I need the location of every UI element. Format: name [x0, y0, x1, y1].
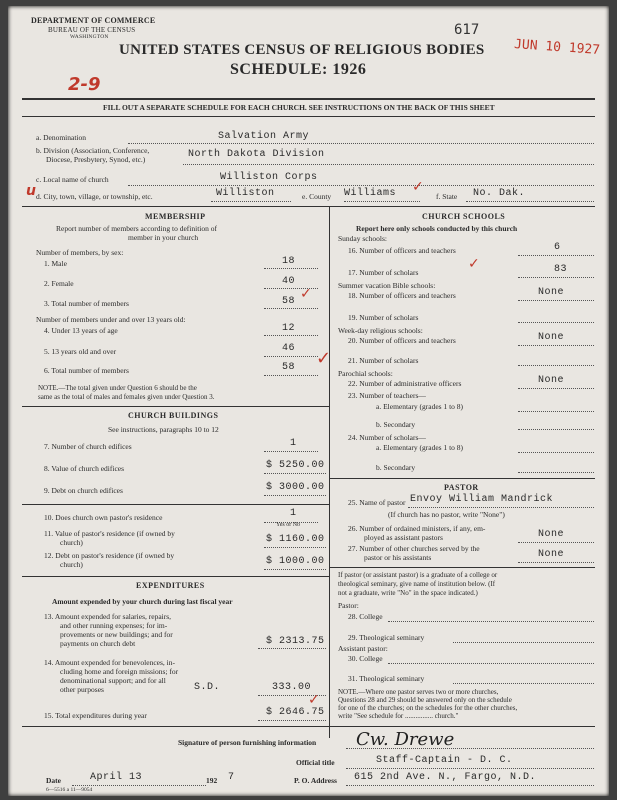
total-members-label: 3. Total number of members	[44, 299, 129, 308]
yes-no-hint: Yes or No	[276, 522, 301, 528]
bureau-name: BUREAU OF THE CENSUS	[48, 26, 136, 34]
other-churches-line	[518, 562, 594, 563]
city-label: d. City, town, village, or township, etc.	[36, 192, 153, 201]
denomination-label: a. Denomination	[36, 133, 86, 142]
buildings-mid-rule	[22, 504, 329, 505]
edifice-value-line	[264, 473, 326, 474]
over-13-label: 5. 13 years old and over	[44, 347, 117, 356]
residence-value-label-2: church)	[60, 538, 83, 547]
county-check-mark: ✓	[412, 179, 424, 195]
pastor-name-label: 25. Name of pastor	[348, 498, 406, 507]
pastor-residence-label: 10. Does church own pastor's residence	[44, 513, 163, 522]
state-label: f. State	[436, 192, 458, 201]
total-expenditures-amount: $ 2646.75	[266, 707, 325, 718]
ordained-ministers-label-2: ployed as assistant pastors	[364, 533, 443, 542]
residence-value-label: 11. Value of pastor's residence (if owned by	[44, 529, 175, 538]
official-title-value: Staff-Captain - D. C.	[376, 755, 513, 766]
membership-intro: Report number of members according to definition of	[56, 224, 217, 233]
membership-title: MEMBERSHIP	[145, 212, 206, 221]
total-age-label: 6. Total number of members	[44, 366, 129, 375]
female-value: 40	[282, 276, 296, 287]
summer-officers-line	[518, 300, 594, 301]
scholars-secondary-label: b. Secondary	[376, 463, 416, 472]
division-label-2: Diocese, Presbytery, Synod, etc.)	[46, 155, 146, 164]
sunday-scholars-label: 17. Number of scholars	[348, 268, 419, 277]
pastor-residence-value: 1	[290, 508, 297, 519]
buildings-title: CHURCH BUILDINGS	[128, 411, 219, 420]
summer-officers-value: None	[538, 287, 565, 298]
total-age-value: 58	[282, 362, 296, 373]
pastor-name-value: Envoy William Mandrick	[410, 494, 554, 505]
benevolences-amount: 333.00	[272, 682, 312, 693]
instructions-banner: FILL OUT A SEPARATE SCHEDULE FOR EACH CHURCH. SEE INSTRUCTIONS ON THE BACK OF THIS SHEET	[103, 103, 495, 112]
salaries-label-3: provements or new buildings; and for	[60, 630, 173, 639]
pastor-college-label: 28. College	[348, 612, 383, 621]
sunday-schools-label: Sunday schools:	[338, 234, 387, 243]
county-label: e. County	[302, 192, 332, 201]
division-label: b. Division (Association, Conference,	[36, 146, 150, 155]
local-name-value: Williston Corps	[220, 172, 318, 183]
salaries-amount: $ 2313.75	[266, 636, 325, 647]
grid-top-rule	[22, 206, 595, 207]
edifices-label: 7. Number of church edifices	[44, 442, 132, 451]
assistant-seminary-line	[453, 683, 594, 684]
teachers-secondary-line	[518, 429, 594, 430]
edifice-debt-amount: $ 3000.00	[266, 482, 325, 493]
center-divider	[329, 206, 330, 738]
red-check-mark: u	[26, 183, 36, 199]
edifice-value-label: 8. Value of church edifices	[44, 464, 125, 473]
schools-title: CHURCH SCHOOLS	[422, 212, 506, 221]
assistant-college-label: 30. College	[348, 654, 383, 663]
ordained-ministers-value: None	[538, 529, 565, 540]
scholars-elementary-label: a. Elementary (grades 1 to 8)	[376, 443, 464, 452]
edifices-line	[264, 451, 318, 452]
year-prefix: 192	[206, 776, 218, 785]
admin-officers-line	[518, 388, 594, 389]
official-title-label: Official title	[296, 758, 335, 767]
under-13-value: 12	[282, 323, 296, 334]
denomination-line	[128, 143, 594, 144]
parochial-schools-label: Parochial schools:	[338, 369, 393, 378]
weekday-officers-line	[518, 345, 594, 346]
total-expenditures-line	[258, 720, 326, 721]
pastor-college-line	[388, 621, 594, 622]
sunday-scholars-check: ✓	[468, 256, 480, 272]
graduate-note: If pastor (or assistant pastor) is a graduate of a college or	[338, 571, 498, 579]
residence-debt-label-2: church)	[60, 560, 83, 569]
summer-scholars-label: 19. Number of scholars	[348, 313, 419, 322]
benevolences-label-2: cluding home and foreign missions; for	[60, 667, 179, 676]
male-line	[264, 268, 318, 269]
form-subtitle: SCHEDULE: 1926	[230, 61, 367, 78]
salaries-label: 13. Amount expended for salaries, repairs,	[44, 612, 172, 621]
county-line	[344, 201, 420, 202]
weekday-officers-value: None	[538, 332, 565, 343]
denomination-value: Salvation Army	[218, 131, 310, 142]
pastor-title: PASTOR	[444, 483, 479, 492]
county-value: Williams	[344, 188, 397, 199]
sunday-officers-line	[518, 255, 594, 256]
signature-handwritten: Cw. Drewe	[356, 729, 455, 750]
date-value: April 13	[90, 772, 143, 783]
summer-scholars-line	[518, 322, 594, 323]
expenditures-title: EXPENDITURES	[136, 581, 205, 590]
benevolences-label-3: denominational support; and for all	[60, 676, 166, 685]
residence-debt-amount: $ 1000.00	[266, 556, 325, 567]
schools-intro: Report here only schools conducted by this church	[356, 224, 518, 233]
total-members-line	[264, 308, 318, 309]
state-value: No. Dak.	[473, 188, 526, 199]
local-name-label: c. Local name of church	[36, 175, 109, 184]
graduate-note-3: not a graduate, write "No" in the space indicated.)	[338, 589, 478, 597]
benevolences-label-4: other purposes	[60, 685, 104, 694]
census-schedule-document	[8, 6, 609, 796]
over-13-line	[264, 356, 318, 357]
received-date-stamp: JUN 10 1927	[513, 37, 601, 58]
sunday-scholars-value: 83	[554, 264, 568, 275]
pastor-seminary-label: 29. Theological seminary	[348, 633, 425, 642]
parochial-scholars-label: 24. Number of scholars—	[348, 433, 426, 442]
date-label: Date	[46, 776, 61, 785]
weekday-scholars-label: 21. Number of scholars	[348, 356, 419, 365]
summer-officers-label: 18. Number of officers and teachers	[348, 291, 456, 300]
bureau-location: WASHINGTON	[70, 34, 109, 40]
multiple-churches-note-2: Questions 28 and 29 should be answered only on the schedule	[338, 696, 512, 704]
weekday-scholars-line	[518, 365, 594, 366]
division-line	[183, 164, 594, 165]
multiple-churches-note-4: write "See schedule for ................ church."	[338, 712, 459, 720]
salaries-label-2: and other running expenses; for im-	[60, 621, 168, 630]
teachers-elementary-line	[518, 411, 594, 412]
edifice-debt-line	[264, 495, 326, 496]
benevolences-note: S.D.	[194, 682, 221, 693]
total-members-check: ✓	[300, 286, 312, 302]
over-13-value: 46	[282, 343, 296, 354]
grid-bottom-rule	[22, 726, 595, 727]
assistant-pastor-label: Assistant pastor:	[338, 644, 388, 653]
residence-value-line	[264, 547, 326, 548]
buildings-bottom-rule	[22, 576, 329, 577]
under-13-line	[264, 335, 318, 336]
salaries-line	[258, 648, 326, 649]
male-label: 1. Male	[44, 259, 67, 268]
members-by-sex-label: Number of members, by sex:	[36, 248, 124, 257]
multiple-churches-note-3: for one of the churches; on the schedules for the other churches,	[338, 704, 518, 712]
header-rule-bottom	[22, 116, 595, 117]
admin-officers-label: 22. Number of administrative officers	[348, 379, 462, 388]
pastor-name-line	[408, 507, 594, 508]
po-address-label: P. O. Address	[294, 776, 337, 785]
city-value: Williston	[216, 188, 275, 199]
edifices-value: 1	[290, 438, 297, 449]
assistant-seminary-label: 31. Theological seminary	[348, 674, 425, 683]
teachers-label: 23. Number of teachers—	[348, 391, 426, 400]
residence-value-amount: $ 1160.00	[266, 534, 325, 545]
pastor-seminary-line	[453, 642, 594, 643]
form-code: 6—5516 a 11—9054	[46, 787, 93, 793]
benevolences-label: 14. Amount expended for benevolences, in-	[44, 658, 176, 667]
residence-debt-label: 12. Debt on pastor's residence (if owned by	[44, 551, 175, 560]
female-label: 2. Female	[44, 279, 74, 288]
city-line	[211, 201, 291, 202]
pastor-rule	[329, 567, 595, 568]
sunday-officers-value: 6	[554, 242, 561, 253]
membership-bottom-rule	[22, 406, 329, 407]
date-line	[72, 785, 206, 786]
weekday-schools-label: Week-day religious schools:	[338, 326, 423, 335]
male-value: 18	[282, 256, 296, 267]
scholars-secondary-line	[518, 472, 594, 473]
edifice-debt-label: 9. Debt on church edifices	[44, 486, 123, 495]
other-churches-label-2: pastor or his assistants	[364, 553, 432, 562]
department-name: DEPARTMENT OF COMMERCE	[31, 16, 156, 25]
header-rule-top	[22, 98, 595, 100]
total-expenditures-label: 15. Total expenditures during year	[44, 711, 147, 720]
po-address-value: 615 2nd Ave. N., Fargo, N.D.	[354, 772, 537, 783]
po-address-line	[346, 785, 594, 786]
division-value: North Dakota Division	[188, 149, 325, 160]
sunday-scholars-line	[518, 277, 594, 278]
residence-debt-line	[264, 569, 326, 570]
state-line	[466, 201, 594, 202]
salaries-label-4: payments on church debt	[60, 639, 136, 648]
summer-schools-label: Summer vacation Bible schools:	[338, 281, 436, 290]
edifice-value-amount: $ 5250.00	[266, 460, 325, 471]
teachers-elementary-label: a. Elementary (grades 1 to 8)	[376, 402, 464, 411]
buildings-instructions: See instructions, paragraphs 10 to 12	[108, 425, 219, 434]
weekday-officers-label: 20. Number of officers and teachers	[348, 336, 456, 345]
age-section-label: Number of members under and over 13 years old:	[36, 315, 186, 324]
pastor-sub-label: Pastor:	[338, 601, 359, 610]
membership-note: NOTE.—The total given under Question 6 should be the	[38, 384, 197, 392]
schedule-number: 617	[454, 22, 480, 38]
official-title-line	[346, 768, 594, 769]
signature-label: Signature of person furnishing information	[178, 738, 317, 747]
total-members-value: 58	[282, 296, 296, 307]
pastor-name-hint: (If church has no pastor, write "None")	[388, 510, 505, 519]
multiple-churches-note: NOTE.—Where one pastor serves two or more churches,	[338, 688, 499, 696]
total-age-line	[264, 375, 318, 376]
ordained-ministers-label: 26. Number of ordained ministers, if any, em-	[348, 524, 486, 533]
membership-intro-2: member in your church	[128, 233, 199, 242]
year-digit: 7	[228, 772, 235, 783]
local-name-line	[128, 185, 594, 186]
expenditures-red-mark: ✓	[308, 692, 320, 708]
under-13-label: 4. Under 13 years of age	[44, 326, 118, 335]
assistant-college-line	[388, 663, 594, 664]
sunday-officers-label: 16. Number of officers and teachers	[348, 246, 456, 255]
schools-bottom-rule	[329, 478, 595, 479]
ordained-ministers-line	[518, 542, 594, 543]
expenditures-intro: Amount expended by your church during last fiscal year	[52, 597, 233, 606]
scholars-elementary-line	[518, 452, 594, 453]
handwritten-code: 2-9	[68, 74, 101, 95]
other-churches-label: 27. Number of other churches served by the	[348, 544, 480, 553]
form-title: UNITED STATES CENSUS OF RELIGIOUS BODIES	[119, 42, 485, 58]
total-age-check: ✓	[316, 348, 332, 369]
graduate-note-2: theological seminary, give name of institution below. (If	[338, 580, 496, 588]
other-churches-value: None	[538, 549, 565, 560]
membership-note-2: same as the total of males and females given under Question 3.	[38, 393, 215, 401]
admin-officers-value: None	[538, 375, 565, 386]
teachers-secondary-label: b. Secondary	[376, 420, 416, 429]
